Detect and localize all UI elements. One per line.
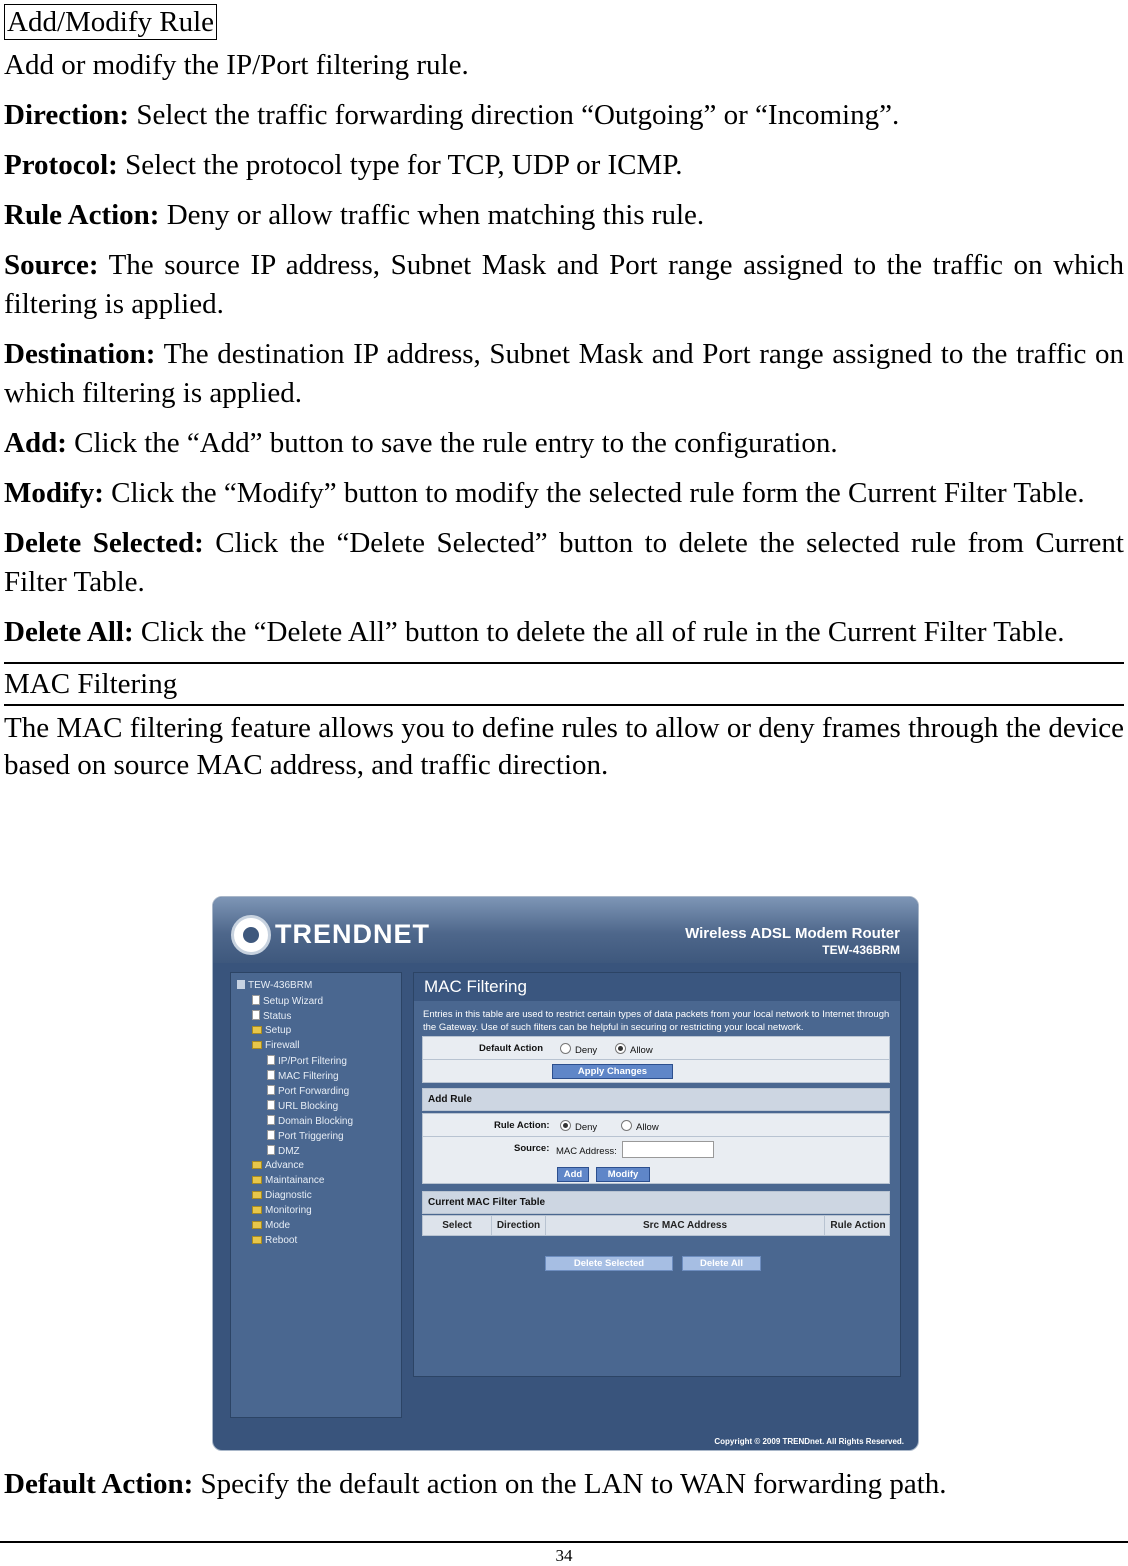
definition-item (4, 96, 1124, 135)
sidebar-item[interactable] (252, 1160, 304, 1171)
page-icon (267, 1130, 275, 1140)
page-icon (267, 1055, 275, 1065)
default-action-caption (4, 1466, 947, 1502)
sidebar-item[interactable] (267, 1115, 353, 1127)
sidebar-item[interactable] (252, 1175, 324, 1186)
sidebar-item-label: Firewall (265, 1040, 300, 1051)
definition-text: Deny or allow traffic when matching this rule. (159, 199, 705, 231)
main-panel (413, 972, 901, 1377)
definition-term: Destination: (4, 338, 156, 370)
sidebar-item-label: Status (263, 1011, 292, 1022)
rule-deny-option[interactable]: Deny (560, 1120, 597, 1133)
definition-text: Select the traffic forwarding direction “Outgoing” or “Incoming”. (129, 99, 900, 131)
sidebar-item-label: Port Forwarding (278, 1086, 350, 1097)
section-heading-mac-filtering: MAC Filtering (4, 668, 178, 700)
section2-intro: The MAC filtering feature allows you to define rules to allow or deny frames through the device based on source MAC address, and traffic direction. (4, 712, 1124, 781)
sidebar-item[interactable] (252, 1205, 312, 1216)
default-allow-option[interactable]: Allow (615, 1043, 653, 1056)
definition-item (4, 146, 1124, 185)
definition-text: The source IP address, Subnet Mask and Port range assigned to the traffic on which filtering is applied. (4, 249, 1124, 320)
definition-term: Add: (4, 427, 67, 459)
folder-icon (252, 1221, 262, 1229)
definition-term: Rule Action: (4, 199, 160, 231)
sidebar-item[interactable] (267, 1145, 300, 1157)
mac-address-input[interactable] (622, 1141, 714, 1158)
definition-item (4, 246, 1124, 324)
page-number: 34 (555, 1546, 573, 1565)
page-icon (252, 1010, 260, 1020)
rule-action-row (422, 1113, 890, 1137)
radio-selected-icon[interactable] (560, 1120, 571, 1131)
sidebar-item[interactable] (252, 1040, 299, 1051)
sidebar-item[interactable] (252, 1220, 290, 1231)
page-icon (267, 1100, 275, 1110)
column-select: Select (423, 1216, 492, 1235)
folder-icon (252, 1041, 262, 1049)
page-icon (267, 1115, 275, 1125)
sidebar-item-label: MAC Filtering (278, 1071, 339, 1082)
apply-row (422, 1059, 890, 1083)
sidebar-item-label: Maintainance (265, 1175, 325, 1186)
source-row (422, 1136, 890, 1184)
trendnet-logo-icon (231, 915, 271, 955)
add-button[interactable]: Add (557, 1167, 589, 1182)
table-heading: Current MAC Filter Table (422, 1191, 890, 1214)
radio-selected-icon[interactable] (615, 1043, 626, 1054)
definition-text: Click the “Delete Selected” button to delete the selected rule from Current Filter Table. (4, 527, 1124, 598)
definition-text: Click the “Modify” button to modify the selected rule form the Current Filter Table. (103, 477, 1085, 509)
definition-list (4, 96, 1124, 652)
folder-icon (252, 1161, 262, 1169)
definition-item (4, 613, 1124, 652)
page-icon (267, 1085, 275, 1095)
caption-term: Default Action: (4, 1468, 194, 1500)
sidebar-item[interactable] (237, 980, 312, 991)
product-model: TEW-436BRM (822, 943, 900, 957)
default-action-label: Default Action (479, 1043, 544, 1054)
page-icon (267, 1070, 275, 1080)
sidebar-item-label: URL Blocking (278, 1101, 339, 1112)
apply-changes-button[interactable]: Apply Changes (552, 1064, 673, 1079)
banner (213, 897, 918, 963)
rule-action-label: Rule Action: (494, 1120, 550, 1131)
copyright: Copyright © 2009 TRENDnet. All Rights Reserved. (714, 1437, 904, 1446)
sidebar-item[interactable] (252, 1190, 312, 1201)
sidebar-nav (230, 972, 402, 1418)
product-name: Wireless ADSL Modem Router (685, 925, 900, 942)
folder-icon (252, 1176, 262, 1184)
definition-term: Source: (4, 249, 99, 281)
divider (4, 704, 1124, 706)
sidebar-item-label: Monitoring (265, 1205, 312, 1216)
folder-icon (252, 1206, 262, 1214)
delete-selected-button[interactable]: Delete Selected (545, 1256, 673, 1271)
sidebar-item-label: Domain Blocking (278, 1116, 354, 1127)
root-icon (237, 980, 245, 989)
sidebar-item-label: Mode (265, 1220, 291, 1231)
modify-button[interactable]: Modify (596, 1167, 650, 1182)
sidebar-item-label: Reboot (265, 1235, 298, 1246)
source-label: Source: (514, 1143, 550, 1154)
default-action-row (422, 1036, 890, 1060)
definition-item (4, 335, 1124, 413)
sidebar-item-label: IP/Port Filtering (278, 1056, 347, 1067)
definition-term: Delete All: (4, 616, 134, 648)
page-description: Entries in this table are used to restrict certain types of data packets from your local network to Internet through the Gateway. Use of such filters can be helpful in securing or restricting your local network. (423, 1009, 890, 1033)
sidebar-item[interactable] (252, 1025, 291, 1036)
page-icon (252, 995, 260, 1005)
rule-allow-option[interactable]: Allow (621, 1120, 659, 1133)
folder-icon (252, 1236, 262, 1244)
definition-item (4, 196, 1124, 235)
brand-logo: TRENDNET (275, 919, 430, 949)
definition-item (4, 474, 1124, 513)
sidebar-item-label: TEW-436BRM (248, 980, 313, 991)
definition-term: Modify: (4, 477, 104, 509)
section-heading-add-modify-rule: Add/Modify Rule (4, 4, 217, 40)
radio-icon[interactable] (560, 1043, 571, 1054)
sidebar-item-label: Diagnostic (265, 1190, 312, 1201)
sidebar-item[interactable] (267, 1085, 349, 1097)
sidebar-item[interactable] (267, 1055, 347, 1067)
page-title: MAC Filtering (414, 973, 900, 1001)
mac-address-label: MAC Address: (556, 1146, 617, 1157)
delete-all-button[interactable]: Delete All (682, 1256, 761, 1271)
sidebar-item[interactable] (252, 1235, 297, 1246)
definition-item (4, 424, 1124, 463)
folder-icon (252, 1026, 262, 1034)
definition-term: Direction: (4, 99, 130, 131)
section1-intro: Add or modify the IP/Port filtering rule. (4, 49, 469, 81)
sidebar-item-label: Setup (265, 1025, 292, 1036)
caption-text: Specify the default action on the LAN to WAN forwarding path. (193, 1468, 947, 1500)
definition-term: Protocol: (4, 149, 118, 181)
sidebar-item-label: Advance (265, 1160, 304, 1171)
column-rule-action: Rule Action (830, 1220, 886, 1231)
definition-term: Delete Selected: (4, 527, 204, 559)
page-icon (267, 1145, 275, 1155)
sidebar-item-label: Port Triggering (278, 1131, 344, 1142)
folder-icon (252, 1191, 262, 1199)
add-rule-heading: Add Rule (422, 1088, 890, 1111)
document-body (4, 0, 1124, 784)
sidebar-item[interactable] (252, 1010, 291, 1022)
definition-item (4, 524, 1124, 602)
sidebar-item-label: Setup Wizard (263, 996, 324, 1007)
definition-text: Click the “Delete All” button to delete the all of rule in the Current Filter Table. (133, 616, 1065, 648)
sidebar-item[interactable] (267, 1130, 344, 1142)
column-src-mac: Src MAC Address (546, 1216, 825, 1235)
table-header-row (422, 1215, 890, 1236)
definition-text: The destination IP address, Subnet Mask and Port range assigned to the traffic on which filtering is applied. (4, 338, 1124, 409)
sidebar-item[interactable] (267, 1070, 339, 1082)
definition-text: Click the “Add” button to save the rule entry to the configuration. (66, 427, 838, 459)
footer-divider (0, 1541, 1128, 1543)
radio-icon[interactable] (621, 1120, 632, 1131)
sidebar-item[interactable] (252, 995, 323, 1007)
column-direction: Direction (492, 1216, 546, 1235)
sidebar-item[interactable] (267, 1100, 338, 1112)
definition-text: Select the protocol type for TCP, UDP or ICMP. (117, 149, 683, 181)
sidebar-item-label: DMZ (278, 1146, 300, 1157)
router-screenshot (212, 896, 919, 1451)
default-deny-option[interactable]: Deny (560, 1043, 597, 1056)
